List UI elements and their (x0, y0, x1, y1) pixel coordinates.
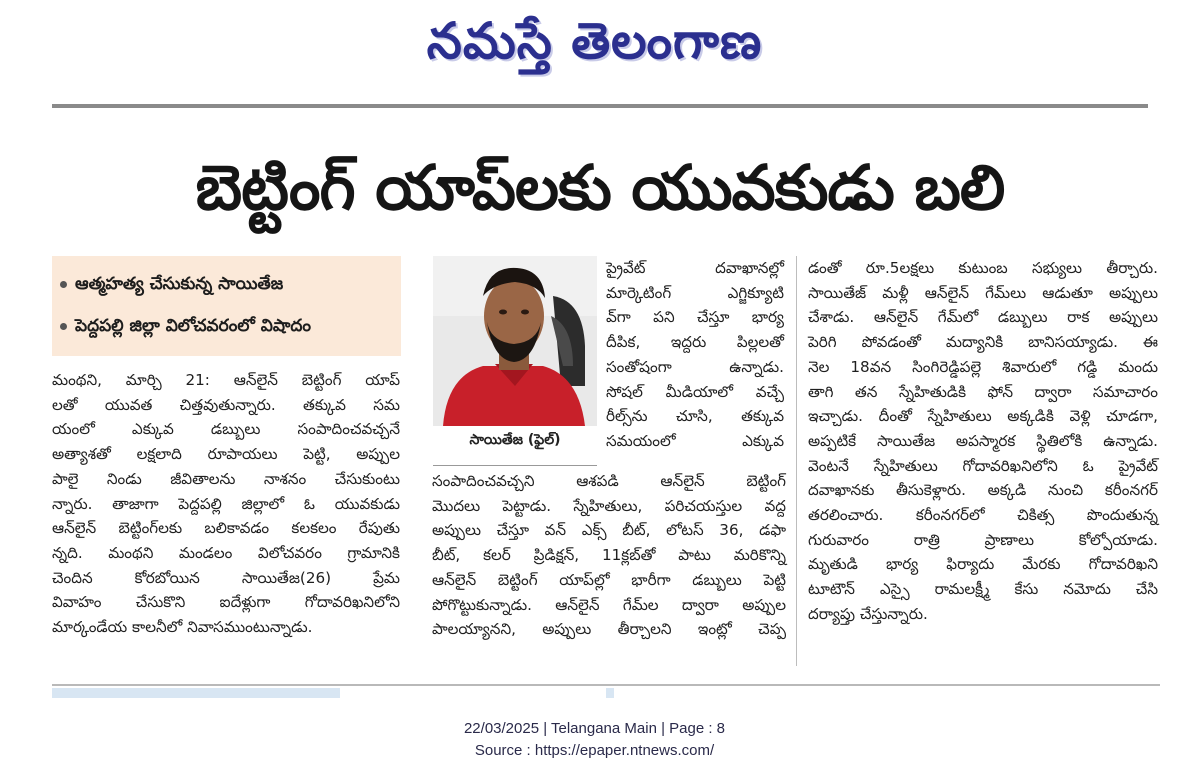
bottom-divider (52, 684, 1160, 686)
photo-caption: సాయితేజ (ఫైల్) (469, 432, 561, 448)
footer-date-line: 22/03/2025 | Telangana Main | Page : 8 (463, 720, 726, 737)
article-line: న్నది. మంథని మండలం విలోచవరం గ్రామానికి (52, 543, 400, 562)
footer-source-line: Source : https://epaper.ntnews.com/ (474, 742, 715, 759)
article-line: వెంటనే స్నేహితులు గోదావరిఖనిలోని ఓ ప్రైవేట్ (808, 456, 1158, 475)
article-line: యంలో ఎక్కువ డబ్బులు సంపాదించవచ్చనే (52, 420, 400, 439)
article-line: మార్కెటింగ్ ఎగ్జిక్యూటి (606, 283, 784, 302)
masthead (0, 6, 1189, 76)
article-column-1 (52, 368, 400, 640)
article-line: న్నారు. తాజాగా పెద్దపల్లి జిల్లాలో ఓ యువకుడు (52, 494, 400, 513)
article-line: ప్రైవేట్ దవాఖానల్లో (606, 259, 784, 277)
masthead-title: నమస్తే తెలంగాణ (426, 12, 763, 70)
article-line: అత్యాశతో లక్షలాది రూపాయలు పెట్టి, అప్పుల (52, 445, 400, 464)
article-line: సమయంలో ఎక్కువ (606, 431, 784, 450)
article-line: వ్‌గా పని చేస్తూ భార్య (606, 308, 784, 327)
bottom-accent-mark (606, 688, 614, 698)
article-line: మృతుడి భార్య ఫిర్యాదు మేరకు గోదావరిఖని (808, 555, 1158, 574)
article-line: మొదలు పెట్టాడు. స్నేహితులు, పరిచయస్తుల వద్ద (432, 496, 786, 515)
highlights-box (52, 256, 401, 356)
article-line: టూటౌన్ ఎస్సై రామలక్ష్మీ కేసు నమోదు చేసి (808, 580, 1158, 599)
article-line: చెందిన కోరబోయిన సాయితేజ(26) ప్రేమ (52, 568, 400, 587)
article-line: తాగి తన స్నేహితుడికి ఫోన్ ద్వారా సమాచారం (808, 382, 1158, 401)
article-line: వివాహం చేసుకొని ఐదేళ్లుగా గోదావరిఖనిలోని (52, 593, 400, 612)
article-line: పోగొట్టుకున్నాడు. ఆన్‌లైన్ గేమ్‌ల ద్వారా అప్పుల (432, 595, 786, 614)
article-line: దీపిక, ఇద్దరు పిల్లలతో (606, 333, 784, 352)
article-line: పాలై నిండు జీవితాలను నాశనం చేసుకుంటు (52, 469, 400, 488)
article-line: తరలించారు. కరీంనగర్‌లో చికిత్స పొందుతున్న (808, 506, 1158, 525)
article-column-2-bottom (432, 469, 786, 642)
highlight-item (60, 316, 311, 340)
headline: బెట్టింగ్ యాప్‌లకు యువకుడు బలి (195, 151, 1005, 224)
highlight-text: పెద్దపల్లి జిల్లా విలోచవరంలో విషాదం (75, 316, 311, 336)
article-line: దర్యాప్తు చేస్తున్నారు. (808, 604, 928, 623)
portrait-photo-icon (433, 256, 597, 426)
article-line: నెల 18వన సింగిరెడ్డిపల్లె శివారులో గడ్డి మందు (808, 357, 1158, 376)
article-line: ఆన్‌లైన్ బెట్టింగ్‌లకు బలికావడం కలకలం రేపుతు (52, 519, 400, 538)
article-line: అప్పులు చేస్తూ వన్ ఎక్స్ బీట్, లోటస్ 36, డఫా (432, 521, 786, 540)
article-line: బీట్, కలర్ ప్రిడిక్షన్, 11క్లబ్‌తో పాటు మరికొన్ని (432, 546, 786, 565)
article-line: దవాఖానకు తీసుకెళ్లారు. అక్కడి నుంచి కరీంనగర్ (808, 481, 1158, 500)
article-line: సోషల్ మీడియాలో వచ్చే (606, 382, 784, 401)
article-line: అప్పటికే సాయితేజ అపస్మారక స్థితిలోకి ఉన్నాడు. (808, 431, 1158, 450)
highlight-item (60, 274, 283, 298)
article-line: మార్కండేయ కాలనీలో నివాసముంటున్నాడు. (52, 618, 313, 637)
article-line: రీల్స్‌ను చూసి, తక్కువ (606, 407, 784, 426)
top-divider (52, 104, 1148, 108)
article-line: మంథని, మార్చి 21: ఆన్‌లైన్ బెట్టింగ్ యాప్ (52, 371, 400, 389)
caption-divider (433, 465, 597, 466)
article-line: సంపాదించవచ్చని ఆశపడి ఆన్‌లైన్ బెట్టింగ్ (432, 472, 786, 490)
highlight-text: ఆత్మహత్య చేసుకున్న సాయితేజ (75, 274, 284, 294)
bullet-icon (60, 281, 67, 288)
article-line: పెరిగి పోవడంతో మద్యానికి బానిసయ్యాడు. ఈ (808, 333, 1158, 352)
article-line: లతో యువత చిత్తవుతున్నారు. తక్కువ సమ (52, 395, 400, 414)
article-line: సంతోషంగా ఉన్నాడు. (606, 357, 784, 376)
article-line: పాలయ్యానని, అప్పులు తీర్చాలని ఇంట్లో చెప్ప (432, 620, 786, 639)
bottom-accent-bar (52, 688, 340, 698)
article-line: డంతో రూ.5లక్షలు కుటుంబ సభ్యులు తీర్చారు. (808, 259, 1158, 277)
article-column-3 (808, 256, 1158, 627)
article-line: చేశాడు. ఆన్‌లైన్ గేమ్‌లో డబ్బులు రాక అప్పులు (808, 308, 1158, 327)
bullet-icon (60, 323, 67, 330)
article-line: ఇచ్చాడు. దీంతో స్నేహితులు అక్కడికి వెళ్లి చూడగా, (808, 407, 1158, 426)
portrait-photo (433, 256, 597, 426)
column-divider (796, 256, 797, 666)
article-line: సాయితేజ్ మళ్లీ ఆన్‌లైన్ గేమ్‌లు ఆడుతూ అప్పులు (808, 283, 1158, 302)
article-line: ఆన్‌లైన్ బెట్టింగ్ యాప్‌ల్లో భారీగా డబ్బులు పెట్టి (432, 570, 786, 589)
article-line: గురువారం రాత్రి ప్రాణాలు కోల్పోయాడు. (808, 530, 1158, 549)
article-column-2-top (606, 256, 784, 454)
